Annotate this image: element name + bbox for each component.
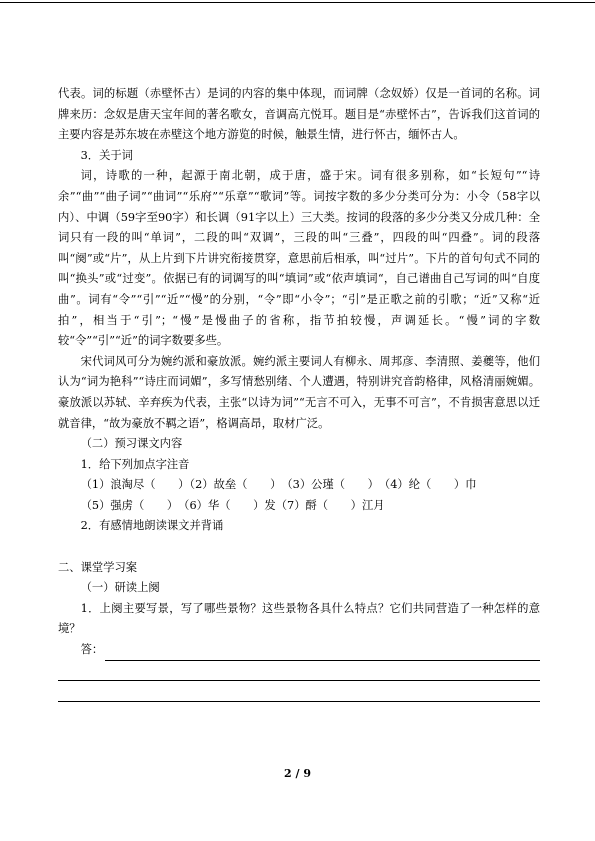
section-two-subheading: （一）研读上阕 bbox=[80, 581, 160, 595]
answer-row bbox=[58, 640, 540, 661]
heading-preview-content: （二）预习课文内容 bbox=[80, 437, 183, 451]
heading-recite-task: 2．有感情地朗读课文并背诵 bbox=[80, 519, 224, 533]
header-rule bbox=[0, 2, 595, 3]
page-number: 2 / 9 bbox=[284, 767, 311, 780]
heading-pinyin-task: 1．给下列加点字注音 bbox=[80, 457, 190, 471]
question-text: 1．上阕主要写景，写了哪些景物？这些景物各具什么特点？它们共同营造了一种怎样的意境？ bbox=[58, 601, 540, 636]
paragraph-title-explanation: 代表。词的标题（赤壁怀古）是词的内容的集中体现，而词牌（念奴娇）仅是一首词的名称。词牌来历：念奴是唐天宝年间的著名歌女，音调高亢悦耳。题目是“赤壁怀古”，告诉我们这首词的主要内容是苏东坡在赤壁这个地方游览的时候，触景生情，进行怀古，缅怀古人。 bbox=[58, 87, 540, 142]
heading-about-ci: 3．关于词 bbox=[80, 148, 133, 162]
paragraph-ci-definition: 词，诗歌的一种，起源于南北朝，成于唐，盛于宋。词有很多别称，如“长短句”“诗余”“曲”“曲子词”“曲词”“乐府”“乐章”“歌词”等。词按字数的多少分类可分为：小令（58字以内）、中调（59字至90字）和长调（91字以上）三大类。按词的段落的多少分类又分成几种：全词只有一段的叫“单词”，二段的叫“双调”，三段的叫“三叠”，四段的叫“四叠”。词的段落叫“阕”或“片”，从上片到下片讲究衔接贯穿，意思前后相承，叫“过片”。下片的首句句式不同的叫“换头”或“过变”。依据已有的词调写的叫“填词”或“依声填词“，自己谱曲自己写词的叫“自度曲”。词有“令”“引”“近”“慢”的分别，“令”即“小令”；“引”是正歌之前的引歌；“近”又称“近拍”，相当于“引”；“慢”是慢曲子的省称，指节拍较慢，声调延长。“慢”词的字数较“令”“引”“近”的词字数要多些。 bbox=[58, 169, 540, 348]
answer-line-3[interactable] bbox=[58, 681, 540, 702]
answer-label: 答： bbox=[80, 643, 104, 657]
section-two-heading: 二、课堂学习案 bbox=[58, 560, 138, 574]
pinyin-items-row-1: （1）浪淘尽（ ）（2）故垒（ ） （3）公瑾（ ） （4）纶（ ）巾 bbox=[80, 478, 477, 492]
paragraph-song-styles: 宋代词风可分为婉约派和豪放派。婉约派主要词人有柳永、周邦彦、李清照、姜夔等，他们认为“词为艳科”“诗庄而词媚”，多写情愁别绪、个人遭遇，特别讲究音韵格律，风格清丽婉媚。豪放派以苏轼、辛弃疾为代表，主张“以诗为词”“无言不可入，无事不可言”，不肯损害意思以迁就音律，“故为豪放不羁之语”，格调高昂，取材广泛。 bbox=[58, 354, 540, 430]
answer-line-2[interactable] bbox=[58, 661, 540, 682]
document-body bbox=[58, 84, 540, 702]
answer-line-1[interactable] bbox=[105, 644, 540, 661]
pinyin-items-row-2: （5）强虏（ ） （6）华（ ）发（7）酹（ ）江月 bbox=[80, 498, 385, 512]
